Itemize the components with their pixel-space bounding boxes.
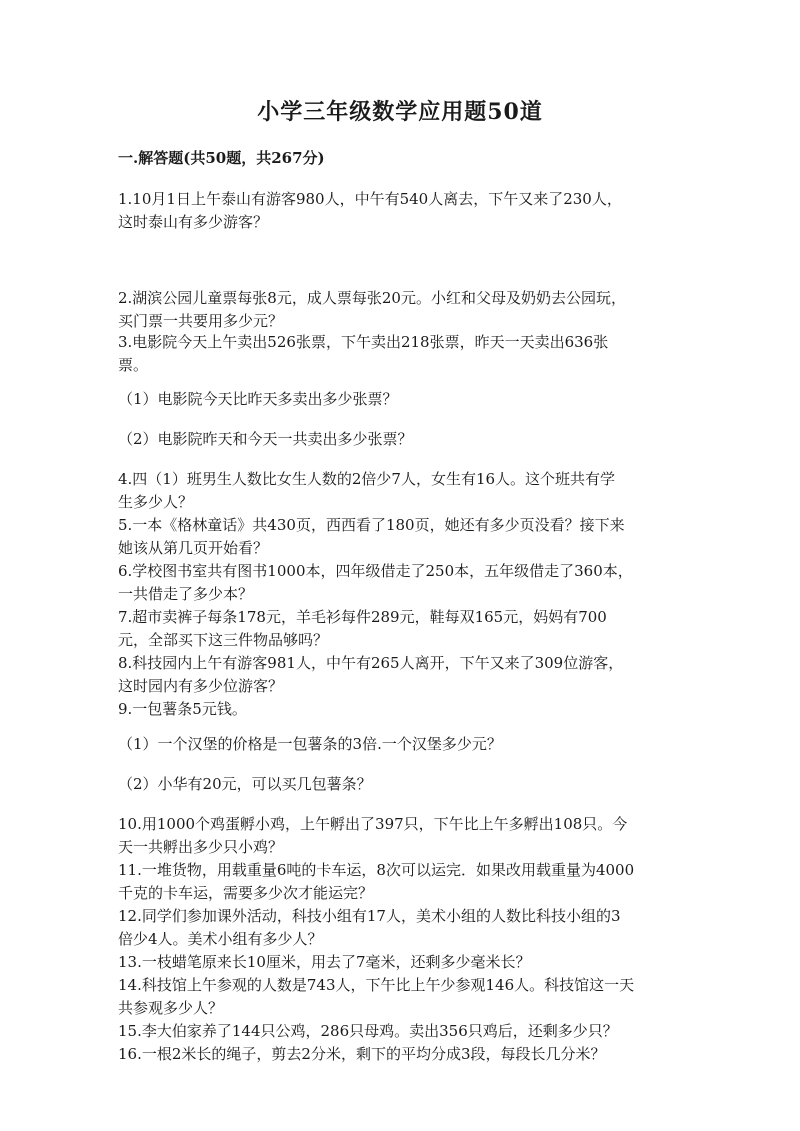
question-13-line-1: 13.一枝蜡笔原来长10厘米，用去了7毫米，还剩多少毫米长？ <box>118 953 531 971</box>
question-11-line-1: 11.一堆货物，用载重量6吨的卡车运，8次可以运完．如果改用载重量为4000 <box>118 861 635 879</box>
question-9-line-1: 9.一包薯条5元钱。 <box>118 700 247 718</box>
question-1-line-1: 1.10月1日上午泰山有游客980人，中午有540人离去，下午又来了230人， <box>118 190 622 208</box>
question-5-line-2: 她该从第几页开始看？ <box>118 539 269 557</box>
question-9-part-2: （2）小华有20元，可以买几包薯条？ <box>118 775 372 793</box>
question-10-line-1: 10.用1000个鸡蛋孵小鸡，上午孵出了397只，下午比上午多孵出108只。今 <box>118 815 628 833</box>
question-9-part-1: （1）一个汉堡的价格是一包薯条的3倍.一个汉堡多少元？ <box>118 735 502 753</box>
question-6-line-2: 一共借走了多少本？ <box>118 585 254 603</box>
question-12-line-1: 12.同学们参加课外活动，科技小组有17人，美术小组的人数比科技小组的3 <box>118 907 621 925</box>
question-16-line-1: 16.一根2米长的绳子，剪去2分米，剩下的平均分成3段，每段长几分米？ <box>118 1045 606 1063</box>
question-6-line-1: 6.学校图书室共有图书1000本，四年级借走了250本，五年级借走了360本， <box>118 562 633 580</box>
question-12-line-2: 倍少4人。美术小组有多少人？ <box>118 930 323 948</box>
question-15-line-1: 15.李大伯家养了144只公鸡，286只母鸡。卖出356只鸡后，还剩多少只？ <box>118 1022 618 1040</box>
question-5-line-1: 5.一本《格林童话》共430页，西西看了180页，她还有多少页没看？接下来 <box>118 516 625 534</box>
question-11-line-2: 千克的卡车运，需要多少次才能运完？ <box>118 884 374 902</box>
question-3-part-1: （1）电影院今天比昨天多卖出多少张票？ <box>118 390 398 408</box>
question-1-line-2: 这时泰山有多少游客？ <box>118 213 269 231</box>
question-7-line-2: 元，全部买下这三件物品够吗？ <box>118 631 329 649</box>
question-10-line-2: 天一共孵出多少只小鸡？ <box>118 838 284 856</box>
question-14-line-1: 14.科技馆上午参观的人数是743人，下午比上午少参观146人。科技馆这一天 <box>118 976 635 994</box>
page-title: 小学三年级数学应用题50道 <box>257 99 543 125</box>
section-heading: 一.解答题(共50题，共267分) <box>118 149 325 167</box>
question-3-line-2: 票。 <box>118 356 149 374</box>
question-4-line-2: 生多少人？ <box>118 493 194 511</box>
question-3-part-2: （2）电影院昨天和今天一共卖出多少张票？ <box>118 430 413 448</box>
question-2-line-2: 买门票一共要用多少元？ <box>118 312 284 330</box>
question-8-line-1: 8.科技园内上午有游客981人，中午有265人离开，下午又来了309位游客， <box>118 654 624 672</box>
question-4-line-1: 4.四（1）班男生人数比女生人数的2倍少7人，女生有16人。这个班共有学 <box>118 470 616 488</box>
question-8-line-2: 这时园内有多少位游客？ <box>118 677 284 695</box>
question-3-line-1: 3.电影院今天上午卖出526张票，下午卖出218张票，昨天一天卖出636张 <box>118 333 609 351</box>
question-7-line-1: 7.超市卖裤子每条178元，羊毛衫每件289元，鞋每双165元，妈妈有700 <box>118 608 607 626</box>
question-2-line-1: 2.湖滨公园儿童票每张8元，成人票每张20元。小红和父母及奶奶去公园玩， <box>118 289 626 307</box>
question-14-line-2: 共参观多少人？ <box>118 999 224 1017</box>
